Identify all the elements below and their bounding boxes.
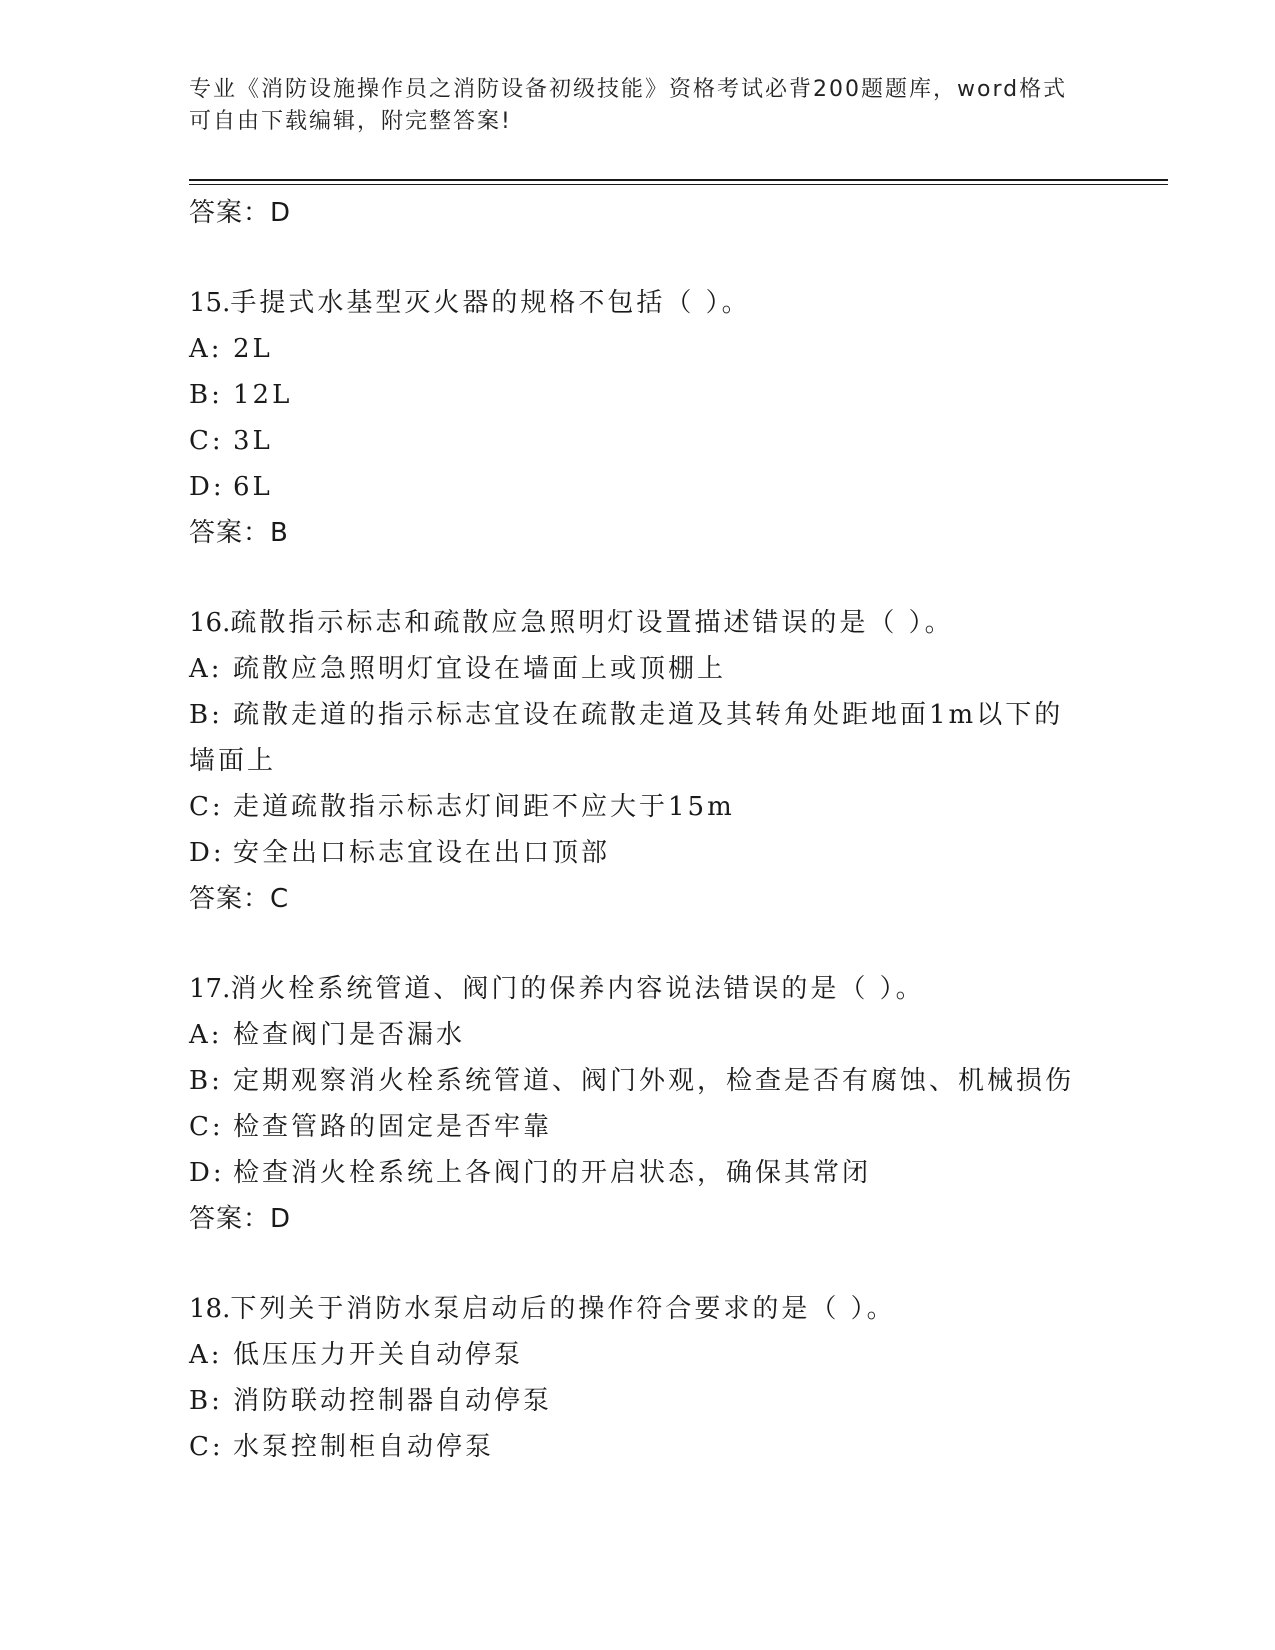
question-stem: [189, 600, 1089, 646]
answer-label: 答案：: [189, 518, 271, 548]
question-list: [189, 190, 1089, 1470]
answer-value: D: [270, 198, 292, 228]
header-divider-thick: [189, 179, 1168, 181]
option-text: 疏散走道的指示标志宜设在疏散走道及其转角处距地面1m以下的墙面上: [189, 700, 1064, 776]
question-15: [189, 280, 1089, 556]
option-label: A:: [189, 1020, 223, 1050]
answer-line-prev: [189, 190, 1089, 236]
answer-label: 答案：: [189, 198, 271, 228]
option-text: 安全出口标志宜设在出口顶部: [233, 838, 611, 868]
question-18: [189, 1286, 1089, 1470]
option-label: A:: [189, 654, 223, 684]
answer-value: B: [270, 518, 289, 548]
option-c: [189, 418, 1089, 464]
option-text: 走道疏散指示标志灯间距不应大于15m: [233, 792, 735, 822]
question-stem: [189, 966, 1089, 1012]
option-label: D:: [189, 1158, 225, 1188]
option-a: [189, 326, 1089, 372]
question-number: 17.: [189, 974, 231, 1004]
option-a: [189, 1012, 1089, 1058]
option-d: [189, 1150, 1089, 1196]
option-label: B:: [189, 1066, 223, 1096]
question-number: 15.: [189, 288, 231, 318]
question-stem: [189, 1286, 1089, 1332]
header-divider-thin: [189, 184, 1168, 185]
answer-label: 答案：: [189, 884, 271, 914]
answer-line: [189, 510, 1089, 556]
option-a: [189, 1332, 1089, 1378]
option-text: 消防联动控制器自动停泵: [233, 1386, 553, 1416]
document-header: 专业《消防设施操作员之消防设备初级技能》资格考试必背200题题库，word格式可自由下载编辑，附完整答案!: [189, 77, 1068, 134]
question-16: [189, 600, 1089, 922]
option-label: C:: [189, 792, 224, 822]
option-label: B:: [189, 380, 223, 410]
option-label: B:: [189, 700, 223, 730]
option-label: C:: [189, 1432, 224, 1462]
option-b: [189, 1378, 1089, 1424]
option-b: [189, 692, 1074, 784]
option-text: 疏散应急照明灯宜设在墙面上或顶棚上: [233, 654, 727, 684]
option-c: [189, 1104, 1089, 1150]
answer-value: C: [270, 884, 290, 914]
option-b: [189, 1058, 1089, 1104]
option-label: C:: [189, 426, 224, 456]
question-number: 16.: [189, 608, 231, 638]
option-label: D:: [189, 472, 225, 502]
option-text: 水泵控制柜自动停泵: [233, 1432, 495, 1462]
option-text: 12L: [233, 380, 293, 410]
question-stem: [189, 280, 1089, 326]
option-text: 6L: [233, 472, 273, 502]
question-text: 疏散指示标志和疏散应急照明灯设置描述错误的是（ ）。: [230, 608, 954, 638]
question-text: 消火栓系统管道、阀门的保养内容说法错误的是（ ）。: [230, 974, 925, 1004]
option-text: 定期观察消火栓系统管道、阀门外观，检查是否有腐蚀、机械损伤: [233, 1066, 1075, 1096]
answer-line: [189, 876, 1089, 922]
option-text: 3L: [233, 426, 273, 456]
option-label: C:: [189, 1112, 224, 1142]
option-c: [189, 784, 1089, 830]
option-a: [189, 646, 1089, 692]
answer-line: [189, 1196, 1089, 1242]
option-d: [189, 830, 1089, 876]
option-text: 低压压力开关自动停泵: [233, 1340, 524, 1370]
option-b: [189, 372, 1089, 418]
option-text: 检查消火栓系统上各阀门的开启状态，确保其常闭: [233, 1158, 872, 1188]
option-text: 检查管路的固定是否牢靠: [233, 1112, 553, 1142]
option-text: 2L: [233, 334, 273, 364]
option-label: A:: [189, 334, 223, 364]
option-text: 检查阀门是否漏水: [233, 1020, 466, 1050]
option-d: [189, 464, 1089, 510]
option-label: B:: [189, 1386, 223, 1416]
option-label: A:: [189, 1340, 223, 1370]
question-17: [189, 966, 1089, 1242]
answer-label: 答案：: [189, 1204, 271, 1234]
question-text: 下列关于消防水泵启动后的操作符合要求的是（ ）。: [230, 1294, 896, 1324]
question-text: 手提式水基型灭火器的规格不包括（ ）。: [230, 288, 751, 318]
option-c: [189, 1424, 1089, 1470]
question-number: 18.: [189, 1294, 231, 1324]
answer-value: D: [270, 1204, 292, 1234]
option-label: D:: [189, 838, 225, 868]
